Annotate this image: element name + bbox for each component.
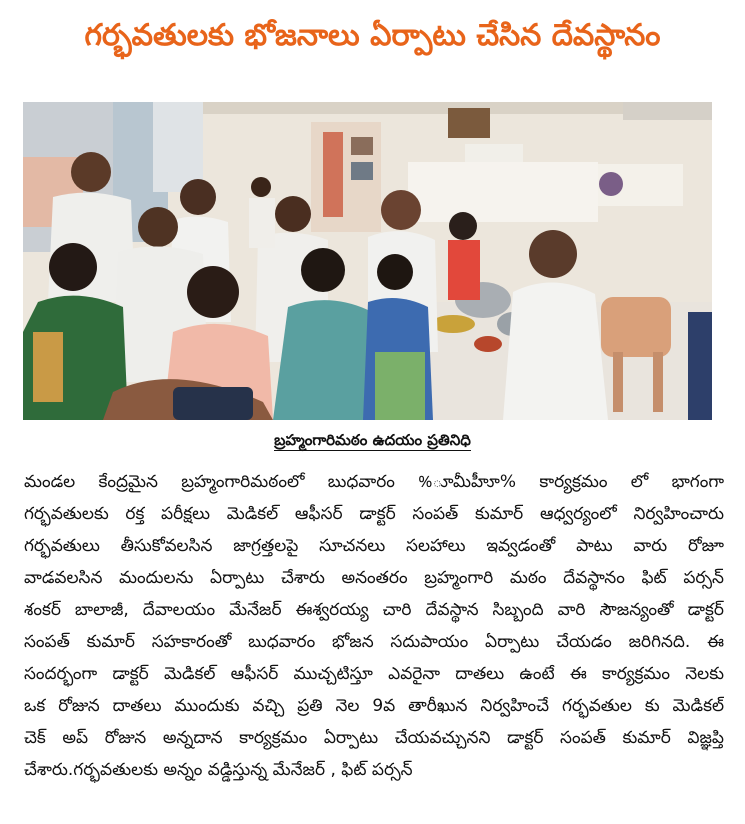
article-line: శంకర్ బాలాజీ, దేవాలయం మేనేజర్ ఈశ్వరయ్య చారి దేవస్థాన సిబ్బంది వారి సౌజన్యంతో డాక్టర్ — [24, 600, 724, 620]
article-line: గర్భవతులు తీసుకోవలసిన జాగ్రత్తలపై సూచనలు సలహాలు ఇవ్వడంతో పాటు వారు రోజూ — [24, 536, 724, 556]
article-line: ఒక రోజున దాతలు ముందుకు వచ్చి ప్రతి నెల 9వ తారీఖున నిర్వహించే గర్భవతుల కు మెడికల్ — [24, 696, 724, 716]
headline: గర్భవతులకు భోజనాలు ఏర్పాటు చేసిన దేవస్థానం — [84, 18, 661, 53]
news-photo-illustration — [23, 102, 712, 420]
caption-text: బ్రహ్మంగారిమఠం ఉదయం ప్రతినిధి — [274, 431, 471, 449]
article-line: సందర్భంగా డాక్టర్ మెడికల్ ఆఫీసర్ ముచ్చటిస్తూ ఎవరైనా దాతలు ఉంటే ఈ కార్యక్రమం నెలకు — [24, 664, 724, 684]
cropped-header-strip — [0, 0, 745, 8]
article-line: మండల కేంద్రమైన బ్రహ్మంగారిమఠంలో బుధవారం %ూమీహీూ% కార్యక్రమం లో భాగంగా — [24, 472, 724, 492]
article-line: సంపత్ కుమార్ సహకారంతో బుధవారం భోజన సదుపాయం ఏర్పాటు చేయడం జరిగినది. ఈ — [24, 632, 724, 652]
article-line: చెక్ అప్ రోజున అన్నదాన కార్యక్రమం ఏర్పాటు చేయవచ్చునని డాక్టర్ సంపత్ కుమార్ విజ్ఞప్తి — [24, 728, 724, 748]
article-line: వాడవలసిన మందులను ఏర్పాటు చేశారు అనంతరం బ్రహ్మంగారి మఠం దేవస్థానం ఫిట్ పర్సన్ — [24, 568, 724, 588]
article-body — [24, 466, 724, 786]
article-line: చేశారు.గర్భవతులకు అన్నం వడ్డిస్తున్న మేనేజర్ , ఫిట్ పర్సన్ — [24, 760, 413, 780]
photo-caption — [0, 430, 745, 453]
article-line: గర్భవతులకు రక్త పరీక్షలు మెడికల్ ఆఫీసర్ డాక్టర్ సంపత్ కుమార్ ఆధ్వర్యంలో నిర్వహించారు — [24, 504, 724, 524]
news-photo — [23, 102, 712, 420]
